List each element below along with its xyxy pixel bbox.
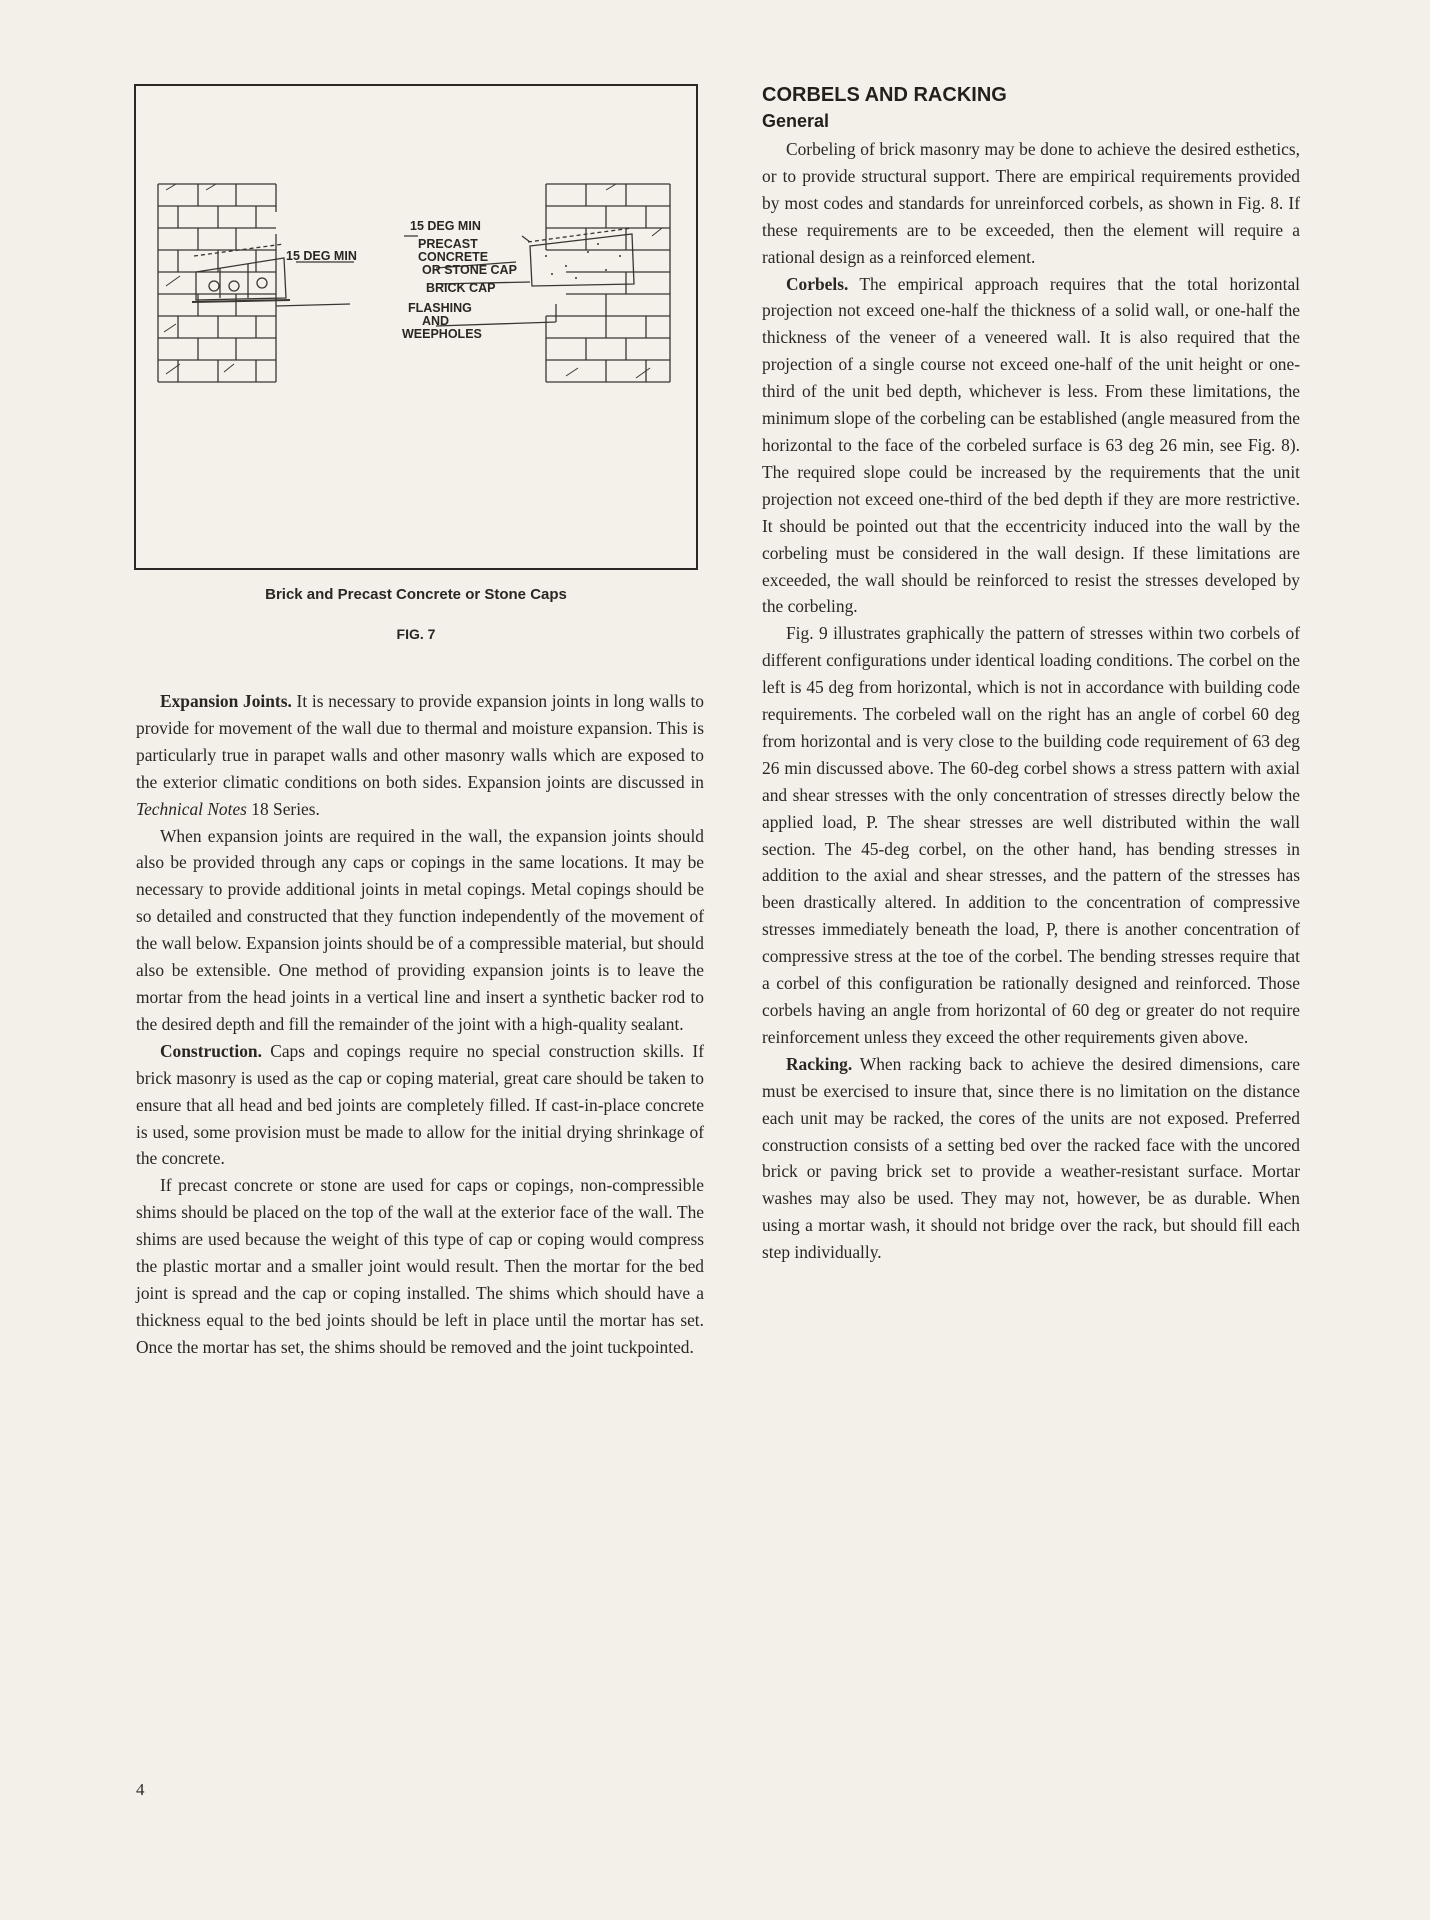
figure-7-drawing	[136, 86, 696, 568]
figure-caption: Brick and Precast Concrete or Stone Caps	[265, 586, 567, 603]
paragraph-general: Corbeling of brick masonry may be done to achieve the desired esthetics, or to provide structural support. There are empirical requirements provided by most codes and standards for unreinforced corbels, as shown in Fig. 8. If these requirements are to be exceeded, then the element will require a rational design as a reinforced element.	[762, 139, 1300, 267]
run-in-heading-construction: Construction.	[160, 1040, 262, 1061]
label-concrete: CONCRETE	[418, 250, 489, 264]
label-flashing: FLASHING	[408, 301, 472, 315]
paragraph-construction	[136, 1038, 704, 1173]
paragraph-text: The empirical approach requires that the total horizontal projection not exceed one-half the thickness of a solid wall, or one-half the thickness of the veneer of a veneered wall. It is also required that the projection of a single course not exceed one-half of the unit height or one-third of the unit bed depth, whichever is less. From these limitations, the minimum slope of the corbeling can be established (angle measured from the horizontal to the face of the corbeled surface is 63 deg 26 min, see Fig. 8). The required slope could be increased by the requirements that the unit projection not exceed one-third of the bed depth if they are more restrictive. It should be pointed out that the eccentricity induced into the wall by the corbeling must be considered in the wall design. If these limitations are exceeded, the wall should be reinforced to resist the stresses developed by the corbeling.	[762, 273, 1300, 617]
run-in-heading-racking: Racking.	[786, 1053, 853, 1074]
section-heading: CORBELS AND RACKING	[762, 84, 1007, 106]
figure-7-frame	[134, 84, 698, 570]
label-15-deg-min-left: 15 DEG MIN	[286, 249, 357, 263]
brick-cap	[192, 244, 290, 302]
paragraph-corbels-2: Fig. 9 illustrates graphically the pattern of stresses within two corbels of different configurations under identical loading conditions. The corbel on the left is 45 deg from horizontal, which is not in accordance with building code requirements. The corbeled wall on the right has an angle of corbel 60 deg from horizontal and is very close to the building code requirement of 63 deg 26 min discussed above. The 60-deg corbel shows a stress pattern with axial and shear stresses with the only concentration of stresses directly below the applied load, P. The shear stresses are well distributed within the wall section. The 45-deg corbel, on the other hand, has bending stresses in addition to the axial and shear stresses, and the pattern of the stresses has been drastically altered. In addition to the concentration of compressive stresses immediately beneath the load, P, there is another concentration of compressive stress at the toe of the corbel. The bending stresses require that a corbel of this configuration be rationally designed and reinforced. Those corbels having an angle from horizontal of 60 deg or greater do not require reinforcement unless they exceed the other requirements given above.	[762, 623, 1300, 1047]
right-brick-wall	[546, 184, 670, 382]
label-and: AND	[422, 314, 450, 328]
page-number: 4	[136, 1780, 145, 1799]
precast-cap	[528, 228, 634, 286]
subsection-heading-general: General	[762, 111, 830, 131]
label-weepholes: WEEPHOLES	[402, 327, 482, 341]
figure-number: FIG. 7	[396, 626, 436, 642]
publication-title: Technical Notes	[136, 798, 247, 819]
run-in-heading-corbels: Corbels.	[786, 273, 849, 294]
right-column	[762, 82, 1300, 1266]
left-column	[136, 688, 704, 1361]
paragraph-text: Caps and copings require no special construction skills. If brick masonry is used as the cap or coping material, great care should be taken to ensure that all head and bed joints are completely filled. If cast-in-place concrete is used, some provision must be made to allow for the initial drying shrinkage of the concrete.	[136, 1040, 704, 1169]
paragraph-racking	[762, 1051, 1300, 1266]
label-precast: PRECAST	[418, 237, 478, 251]
paragraph-text-end: 18 Series.	[246, 798, 320, 819]
paragraph-construction-2: If precast concrete or stone are used for caps or copings, non-compressible shims should be placed on the top of the wall at the exterior face of the wall. The shims are used because the weight of this type of cap or coping would compress the plastic mortar and a smaller joint would result. Then the mortar for the bed joint is spread and the cap or coping installed. The shims which should have a thickness equal to the bed joints should be left in place until the mortar has set. Once the mortar has set, the shims should be removed and the joint tuckpointed.	[136, 1175, 704, 1357]
paragraph-expansion-joints	[136, 688, 704, 823]
paragraph-text: It is necessary to provide expansion joints in long walls to provide for movement of the wall due to thermal and moisture expansion. This is particularly true in parapet walls and other masonry walls which are exposed to the exterior climatic conditions on both sides. Expansion joints are discussed in	[136, 691, 705, 792]
paragraph-corbels	[762, 271, 1300, 621]
run-in-heading-expansion-joints: Expansion Joints.	[160, 691, 292, 711]
paragraph-expansion-joints-2: When expansion joints are required in the wall, the expansion joints should also be provided through any caps or copings in the same locations. It may be necessary to provide additional joints in metal copings. Metal copings should be so detailed and constructed that they function independently of the movement of the wall below. Expansion joints should be of a compressible material, but should also be extensible. One method of providing expansion joints is to leave the mortar from the head joints in a vertical line and insert a synthetic backer rod to the desired depth and fill the remainder of the joint with a high-quality sealant.	[136, 825, 704, 1034]
left-brick-wall	[158, 184, 276, 382]
label-brick-cap: BRICK CAP	[426, 281, 496, 295]
label-or-stone-cap: OR STONE CAP	[422, 263, 517, 277]
label-15-deg-min-top: 15 DEG MIN	[410, 219, 481, 233]
paragraph-text: When racking back to achieve the desired dimensions, care must be exercised to insure that, since there is no limitation on the distance each unit may be racked, the cores of the units are not exposed. Preferred construction consists of a setting bed over the racked face with the uncored brick or paving brick set to provide a weather-resistant surface. Mortar washes may also be used. They may not, however, be as durable. When using a mortar wash, it should not bridge over the rack, but should fill each step individually.	[762, 1053, 1300, 1263]
